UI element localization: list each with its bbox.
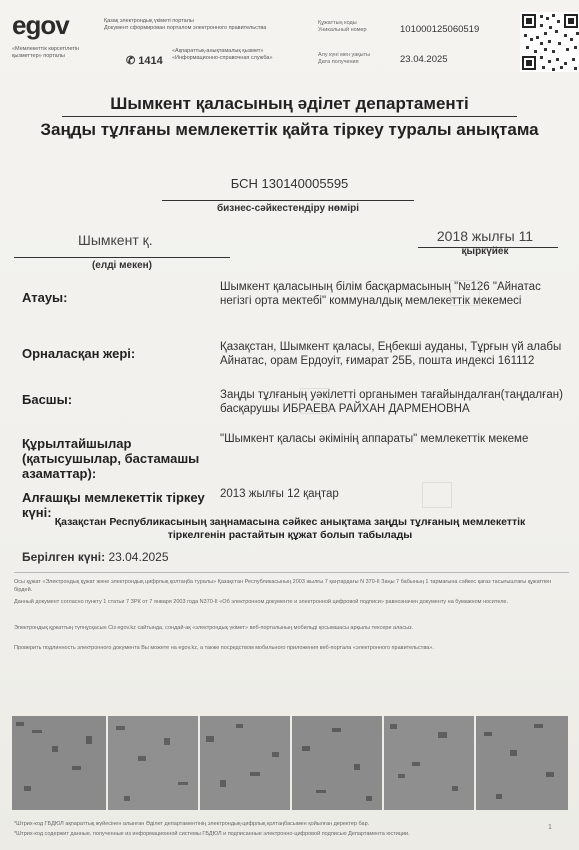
field-label-address: Орналасқан жері:: [22, 346, 136, 361]
watermark-stamp: [422, 482, 452, 508]
footer-divider: [14, 572, 569, 573]
barcode-block: [12, 716, 106, 810]
barcode-block: [200, 716, 290, 810]
bsn-caption: бизнес-сәйкестендіру нөмірі: [216, 203, 360, 214]
logo-caption: «Мемлекеттік көрсетілетін қызметтер» порталы: [12, 46, 80, 59]
law-note: Қазақстан Республикасының заңнамасына сәйкес анықтама заңды тұлғаның мемлекеттік тіркелгенін растайтын құжат болып табылады: [54, 516, 526, 541]
place-underline: [14, 257, 230, 258]
footnote-ru: Данный документ согласно пункту 1 статьи 7 ЗРК от 7 января 2003 года N370-II «Об электронном документе и электронной цифровой подписи» равнозначен документу на бумажном носителе.: [14, 599, 508, 605]
field-label-name: Атауы:: [22, 290, 68, 305]
barcode-note-kz: *Штрих-код ГБДЮЛ ақпараттық жүйесінен алынған Әділет департаментінің электрондық-цифрлық қолтаңбасымен қойылған деректер бар.: [14, 821, 370, 827]
barcode-note-ru: *Штрих-код содержит данные, полученные из информационной системы ГБДЮЛ и подписанные электронно-цифровой подписью Департамента юстиции.: [14, 831, 410, 837]
bsn-underline: [162, 200, 414, 201]
document-title: Заңды тұлғаны мемлекеттік қайта тіркеу туралы анықтама: [40, 120, 539, 139]
footnote-kz: Осы құжат «Электрондық құжат және электрондық цифрлық қолтаңба туралы» Қазақстан Республикасының 2003 жылғы 7 қаңтардағы N 370-II Заңы 7 бабының 1 тармағына сәйкес қағаз тасығыштағы құжатпен бірдей.: [14, 579, 552, 593]
barcode-block: [384, 716, 474, 810]
bsn-line: БСН 130140005595: [230, 176, 349, 191]
footnote-verify-kz: Электрондық құжаттың түпнұсқасын Сіз egov.kz сайтында, сондай-ақ «электрондық үкімет» веб-порталының мобильді қосымшасы арқылы тексере аласыз.: [14, 625, 414, 631]
phone-number: ✆ 1414: [126, 55, 163, 67]
barcode-strip: [12, 716, 568, 810]
qr-code: [520, 12, 579, 72]
qr-code-graphic: [520, 12, 579, 72]
department-title: Шымкент қаласының әділет департаменті: [110, 94, 469, 113]
egov-header: [8, 8, 571, 86]
field-value-name: Шымкент қаласының білім басқармасының "№126 "Айнатас негізгі орта мектебі" коммуналдық мемлекеттік мекемесі: [220, 281, 541, 307]
place: Шымкент қ.: [78, 232, 153, 248]
barcode-block: [476, 716, 568, 810]
field-value-first-registration: 2013 жылғы 12 қаңтар: [220, 488, 339, 500]
barcode-block: [108, 716, 198, 810]
place-caption: (елді мекен): [91, 260, 153, 271]
registration-date: 2018 жылғы 11: [436, 228, 534, 244]
field-label-founders: Құрылтайшылар (қатысушылар, бастамашы азаматтар):: [22, 436, 200, 481]
barcode-block: [292, 716, 382, 810]
issued-date: Берілген күні: 23.04.2025: [22, 550, 169, 564]
footnote-verify-ru: Проверить подлинность электронного документа Вы можете на egov.kz, а также посредством мобильного приложения веб-портала «электронного правительства».: [14, 645, 434, 651]
field-value-founders: "Шымкент қаласы әкімінің аппараты" мемлекеттік мекеме: [220, 433, 529, 445]
egov-logo: egov: [12, 10, 69, 40]
field-label-first-registration: Алғашқы мемлекеттік тіркеу күні:: [22, 490, 205, 520]
doc-code: 101000125060519: [400, 24, 480, 35]
header-date: 23.04.2025: [400, 54, 448, 65]
field-value-head: Заңды тұлғаның уәкілетті органымен тағайындалған(таңдалған) басқарушы ИБРАЕВА РАЙХАН ДАРМЕНОВНА: [220, 389, 563, 415]
info-center: «Ақпараттық-анықтамалық қызмет» «Информационно-справочная служба»: [172, 48, 273, 61]
date-label: Алу күні мен уақыты Дата получения: [318, 52, 371, 65]
doc-code-label: Құжаттың коды Уникальный номер: [318, 20, 367, 33]
registration-month: қыркүйек: [461, 246, 509, 257]
title-divider: [62, 116, 517, 117]
field-value-address: Қазақстан, Шымкент қаласы, Еңбекші ауданы, Тұрғын үй алабы Айнатас, орам Ердоуіт, ғимарат 25Б, пошта индексі 161112: [220, 341, 562, 367]
watermark-stamp: [300, 388, 330, 414]
field-label-head: Басшы:: [22, 392, 73, 407]
watermark-stamp: [450, 280, 480, 306]
page-number: 1: [548, 824, 552, 831]
portal-note: Қазақ электрондық үкіметі порталы Документ сформирован порталом электронного правительства: [104, 18, 267, 31]
